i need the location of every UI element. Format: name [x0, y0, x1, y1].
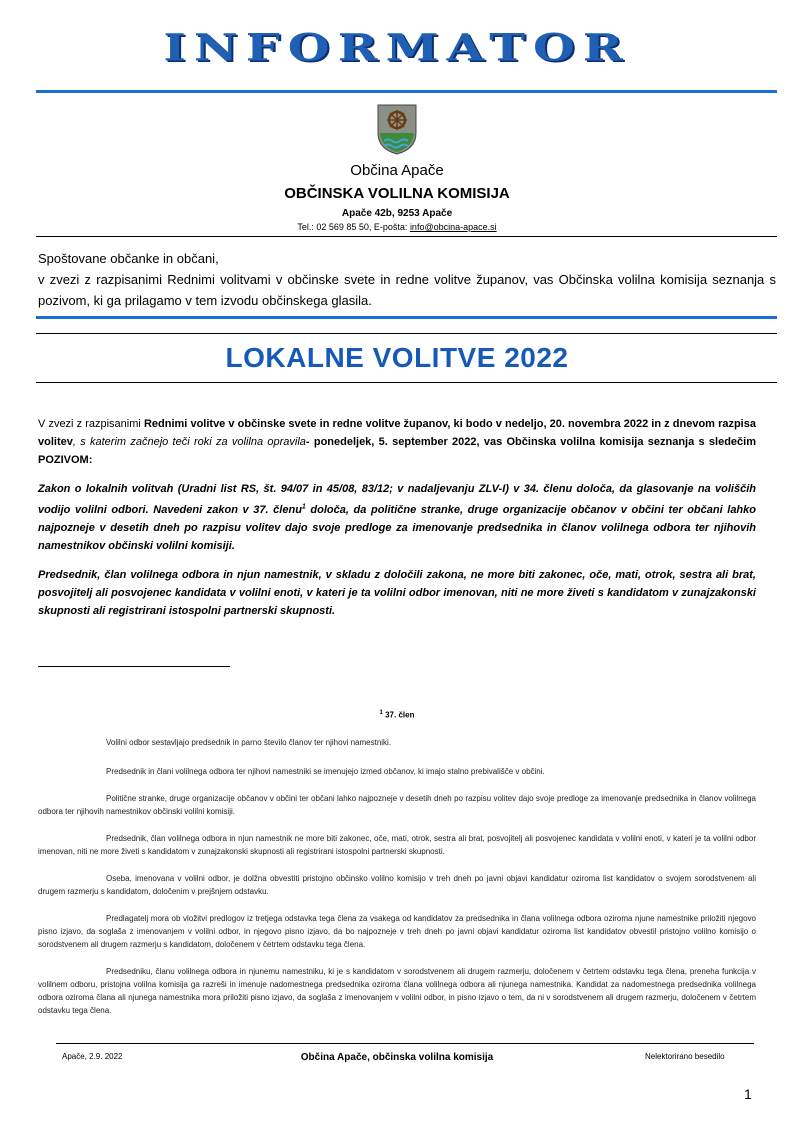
law-paragraph	[38, 480, 756, 555]
greeting	[38, 248, 776, 311]
footnote-mark: 1	[379, 710, 383, 716]
greeting-line: Spoštovane občanke in občani,	[38, 251, 219, 266]
section-rule	[36, 316, 777, 319]
header-divider	[36, 236, 777, 237]
page-number: 1	[744, 1086, 752, 1102]
intro-text: V zvezi z razpisanimi	[38, 418, 144, 430]
page-title: LOKALNE VOLITVE 2022	[225, 342, 569, 373]
footnote-item-text: Predsednik, član volilnega odbora in njun namestnik ne more biti zakonec, oče, mati, otrok, sestra ali brat, posvojitelj ali posvojenec kandidata v volilni enoti, v kateri je ta volilni odbor imenovan, niti ne more živeti s kandidatom v zunajzakonski skupnosti ali registrirani istospolni partnerski skupnosti.	[38, 834, 756, 856]
footnote-item-text: Predsednik in člani volilnega odbora ter njihovi namestniki se imenujejo izmed občanov, ki imajo stalno prebivališče v občini.	[106, 767, 545, 776]
footnote-divider	[38, 666, 230, 667]
footnote-ref[interactable]: 1	[301, 503, 306, 510]
law-text: Zakon o lokalnih volitvah (Uradni list RS, št. 94/07 in 45/08, 83/12; v nadaljevanju ZLV-I) v 34. členu določa, da glasovanje na voliščih vodijo volilni odbori. Navedeni zakon v 37. členu	[38, 483, 756, 516]
intro-italic: , s katerim začnejo teči roki za volilna opravila	[72, 436, 306, 448]
address: Apače 42b, 9253 Apače	[341, 208, 453, 219]
footnote-item	[38, 765, 756, 778]
footer-divider	[56, 1043, 754, 1044]
headline-bottom-rule	[36, 382, 777, 383]
footnote-item-text: Predlagatelj mora ob vložitvi predlogov iz tretjega odstavka tega člena za vsakega od kandidatov za predsednika in člana volilnega odbora oziroma njune namestnike priložiti njegovo pisno izjavo, da soglaša z imenovanjem v volilni odbor, in njegovo pisno izjavo, da bo najpozneje v treh dneh po javni objavi kandidatur oziroma list kandidatov obvestil pristojno volilno komisijo o sorodstvenem ali drugem razmerju s kandidatom, določenem v četrtem odstavku tega člena.	[38, 914, 756, 949]
footnote-item-text: Predsedniku, članu volilnega odbora in njunemu namestniku, ki je s kandidatom v sorodstvenem ali drugem razmerju, določenem v četrtem odstavku tega člena, preneha funkcija v volilnem odboru, pristojna volilna komisija ga razreši in imenuje nadomestnega predsednika oziroma člana volilnega odbora ali njunega namestnika. Kandidat za nadomestnega predsednika volilnega odbora oziroma člana ali njunega namestnika mora priložiti pisno izjavo, da soglaša z imenovanjem v volilni odbor, in pisno izjavo o tem, da ni v sorodstvenem ali drugem razmerju, določenem v četrtem odstavku tega člena.	[38, 967, 756, 1015]
intro-paragraph	[38, 415, 756, 469]
masthead-title: INFORMATOR	[163, 26, 631, 70]
municipal-coat-of-arms-icon	[376, 103, 418, 155]
footnote-title	[0, 710, 794, 720]
footnote-item-text: Oseba, imenovana v volilni odbor, je dolžna obvestiti pristojno občinsko volilno komisijo v treh dneh po javni objavi kandidatur oziroma list kandidatov o svojem sorodstvenem ali drugem razmerju s kandidatom, določenim v prejšnjem odstavku.	[38, 874, 756, 896]
org-name: Občina Apače	[350, 162, 444, 179]
intro-bold-end: - ponedeljek, 5. september 2022, vas Občinska volilna komisija seznanja s sledečim POZIVOM:	[38, 436, 756, 466]
restriction-paragraph	[38, 566, 756, 620]
footnote-item	[38, 832, 756, 858]
restriction-text: Predsednik, član volilnega odbora in njun namestnik, v skladu z določili zakona, ne more biti zakonec, oče, mati, otrok, sestra ali brat, posvojitelj ali posvojenec kandidata v volilni enoti, v kateri je ta volilni odbor imenovan, niti ne more živeti s kandidatom v zunajzakonski skupnosti ali registrirani istospolni partnerski skupnosti.	[38, 569, 756, 617]
footnote-item-text: Volilni odbor sestavljajo predsednik in parno število članov ter njihovi namestniki.	[106, 738, 392, 747]
footnote-item	[38, 965, 756, 1017]
contact-prefix: Tel.: 02 569 85 50, E-pošta:	[297, 222, 410, 232]
greeting-body: v zvezi z razpisanimi Rednimi volitvami v občinske svete in redne volitve županov, vas Občinska volilna komisija seznanja s pozivom, ki ga prilagamo v tem izvodu občinskega glasila.	[38, 272, 776, 308]
footnote-item-text: Politične stranke, druge organizacije občanov v občini ter občani lahko najpozneje v desetih dneh po razpisu volitev dajo svoje predloge za imenovanje predsednika in članov volilnega odbora ter njihovih namestnikov občinski volilni komisiji.	[38, 794, 756, 816]
email-link[interactable]: info@obcina-apace.si	[409, 222, 497, 232]
footer-date: Apače, 2.9. 2022	[62, 1052, 123, 1061]
footnote-item	[38, 736, 756, 749]
footnote-item	[38, 792, 756, 818]
contact-line	[0, 222, 794, 232]
footnote-item	[38, 912, 756, 951]
footer-publisher: Občina Apače, občinska volilna komisija	[300, 1052, 494, 1063]
intro-bold: Rednimi volitve v občinske svete in redne volitve županov, ki bodo v nedeljo, 20. novembra 2022 in z dnevom razpisa volitev	[38, 418, 756, 448]
footnote-item	[38, 872, 756, 898]
law-text-cont: določa, da politične stranke, druge organizacije občanov v občini ter občani lahko najpozneje v desetih dneh po razpisu volitev dajo svoje predloge za imenovanje predsednika in članov volilnega odbora ter njihovih namestnikov občinski volilni komisiji.	[38, 503, 756, 552]
committee-name: OBČINSKA VOLILNA KOMISIJA	[284, 185, 510, 202]
footnote-heading: 37. člen	[382, 710, 415, 720]
footer-note: Nelektorirano besedilo	[645, 1052, 725, 1061]
headline-top-rule	[36, 333, 777, 334]
masthead-rule	[36, 90, 777, 93]
